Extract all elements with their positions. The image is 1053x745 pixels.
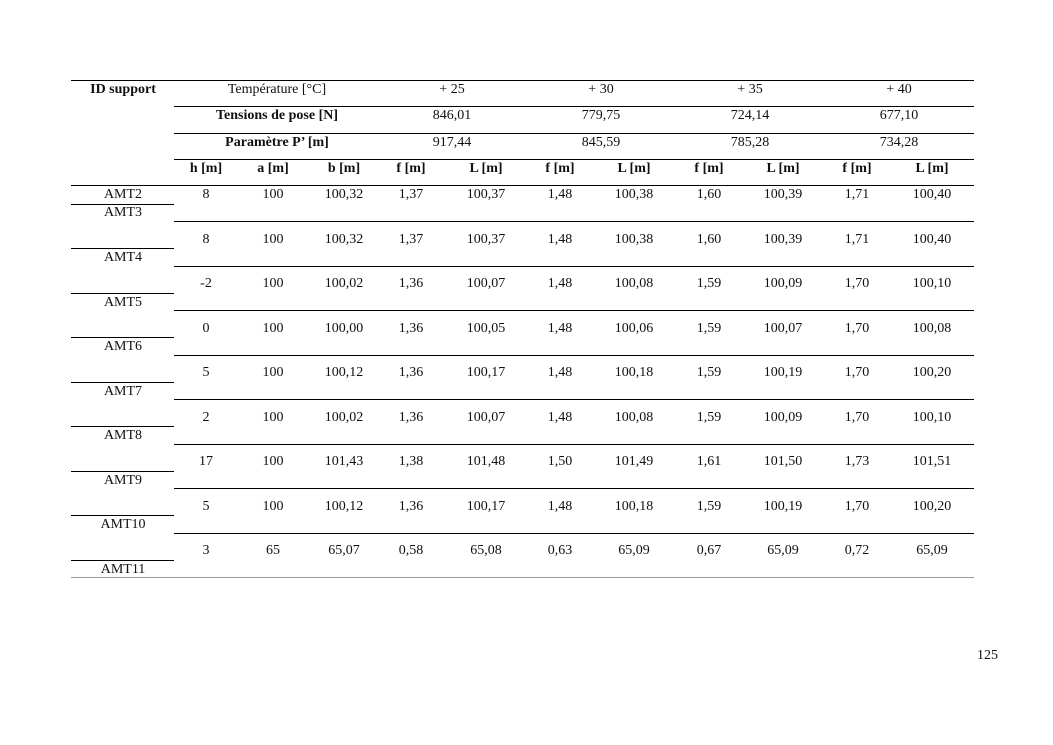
table-cell: 100 xyxy=(262,231,284,247)
support-id: AMT11 xyxy=(100,561,146,577)
support-separator-rule xyxy=(71,471,174,472)
param-label: Paramètre P’ [m] xyxy=(225,135,329,150)
support-separator-rule xyxy=(71,293,174,294)
row-separator-rule xyxy=(174,266,974,267)
param-value: 917,44 xyxy=(432,135,472,150)
row-separator-rule xyxy=(174,444,974,445)
table-cell: 100,19 xyxy=(763,498,803,514)
table-cell: 100,10 xyxy=(912,409,952,425)
table-cell: 1,48 xyxy=(547,231,573,247)
param-value: + 25 xyxy=(439,82,465,97)
table-cell: 1,36 xyxy=(398,276,424,291)
table-cell: 1,59 xyxy=(696,276,722,291)
table-cell: 65 xyxy=(266,543,280,558)
param-label: Tensions de pose [N] xyxy=(215,108,339,123)
table-cell: 100 xyxy=(262,187,284,202)
table-cell: 1,73 xyxy=(844,454,870,469)
table-cell: 100,06 xyxy=(614,320,654,336)
param-value: + 40 xyxy=(886,82,912,97)
column-header: L [m] xyxy=(617,161,651,176)
support-id: AMT10 xyxy=(100,517,146,532)
support-id: AMT6 xyxy=(103,339,143,354)
table-cell: 65,07 xyxy=(328,543,360,558)
row-separator-rule xyxy=(174,310,974,311)
table-cell: 1,48 xyxy=(547,276,573,291)
table-cell: 0,67 xyxy=(696,543,722,558)
table-cell: 100 xyxy=(262,276,284,291)
table-cell: 5 xyxy=(202,365,210,380)
table-cell: 1,59 xyxy=(696,409,722,425)
table-cell: 100,19 xyxy=(763,365,803,380)
table-cell: 0,72 xyxy=(844,543,870,558)
param-value: 734,28 xyxy=(879,135,919,150)
table-cell: 1,71 xyxy=(844,231,870,247)
table-cell: 1,37 xyxy=(398,231,424,247)
table-cell: 100,02 xyxy=(324,276,364,291)
table-cell: 100,05 xyxy=(466,320,506,336)
table-cell: 100,12 xyxy=(324,365,364,380)
support-id: AMT3 xyxy=(103,205,143,220)
row-separator-rule xyxy=(174,221,974,222)
table-cell: 100,39 xyxy=(763,231,803,247)
table-cell: 101,51 xyxy=(912,454,952,469)
table-cell: 1,70 xyxy=(844,409,870,425)
table-cell: 100,20 xyxy=(912,365,952,380)
table-cell: 65,08 xyxy=(470,543,502,558)
table-cell: 101,43 xyxy=(324,454,364,469)
table-cell: 0 xyxy=(202,320,210,336)
column-header-rule xyxy=(71,185,974,186)
table-cell: 100 xyxy=(262,409,284,425)
table-cell: 1,60 xyxy=(696,231,722,247)
table-cell: 100,07 xyxy=(466,409,506,425)
table-cell: 1,36 xyxy=(398,498,424,514)
column-header: f [m] xyxy=(545,161,575,176)
param-value: 779,75 xyxy=(581,108,621,123)
table-cell: 100,18 xyxy=(614,498,654,514)
column-header: L [m] xyxy=(766,161,800,176)
param-value: 846,01 xyxy=(432,108,472,123)
column-header: h [m] xyxy=(189,161,223,176)
table-cell: 1,70 xyxy=(844,498,870,514)
table-cell: 100,10 xyxy=(912,276,952,291)
page-number: 125 xyxy=(977,648,998,663)
table-cell: 1,37 xyxy=(398,187,424,202)
table-cell: 101,48 xyxy=(466,454,506,469)
table-cell: 100,38 xyxy=(614,187,654,202)
table-cell: 1,70 xyxy=(844,365,870,380)
table-cell: 1,61 xyxy=(696,454,722,469)
table-cell: 65,09 xyxy=(618,543,650,558)
support-separator-rule xyxy=(71,204,174,205)
table-cell: 1,36 xyxy=(398,320,424,336)
support-id: AMT5 xyxy=(103,294,143,310)
support-separator-rule xyxy=(71,382,174,383)
table-cell: 0,63 xyxy=(547,543,573,558)
table-cell: 1,59 xyxy=(696,365,722,380)
table-cell: 1,48 xyxy=(547,187,573,202)
column-header: a [m] xyxy=(257,161,289,176)
header-rule xyxy=(174,106,974,107)
table-cell: 1,70 xyxy=(844,276,870,291)
param-value: 785,28 xyxy=(730,135,770,150)
table-cell: 100,09 xyxy=(763,276,803,291)
param-value: + 35 xyxy=(737,82,763,97)
column-header: f [m] xyxy=(842,161,872,176)
table-cell: 0,58 xyxy=(398,543,424,558)
table-cell: -2 xyxy=(200,276,212,291)
table-cell: 65,09 xyxy=(767,543,799,558)
table-cell: 1,48 xyxy=(547,320,573,336)
row-separator-rule xyxy=(174,355,974,356)
table-cell: 1,38 xyxy=(398,454,424,469)
table-cell: 8 xyxy=(202,231,210,247)
table-cell: 100,37 xyxy=(466,187,506,202)
column-header: f [m] xyxy=(694,161,724,176)
support-separator-rule xyxy=(71,515,174,516)
table-cell: 100,12 xyxy=(324,498,364,514)
param-value: + 30 xyxy=(588,82,614,97)
table-cell: 100,32 xyxy=(324,231,364,247)
table-cell: 100 xyxy=(262,498,284,514)
table-cell: 100,40 xyxy=(912,231,952,247)
table-cell: 1,59 xyxy=(696,320,722,336)
table-cell: 100,08 xyxy=(614,276,654,291)
table-cell: 1,36 xyxy=(398,409,424,425)
table-cell: 100 xyxy=(262,365,284,380)
table-cell: 100 xyxy=(262,320,284,336)
table-cell: 1,48 xyxy=(547,498,573,514)
table-cell: 3 xyxy=(202,543,210,558)
support-id: AMT2 xyxy=(103,187,143,202)
table-cell: 100,02 xyxy=(324,409,364,425)
row-separator-rule xyxy=(174,488,974,489)
table-cell: 100,08 xyxy=(614,409,654,425)
table-cell: 100,18 xyxy=(614,365,654,380)
header-rule xyxy=(174,159,974,160)
table-cell: 5 xyxy=(202,498,210,514)
table-cell: 1,60 xyxy=(696,187,722,202)
table-cell: 100,40 xyxy=(912,187,952,202)
table-cell: 1,50 xyxy=(547,454,573,469)
table-cell: 1,71 xyxy=(844,187,870,202)
column-header: L [m] xyxy=(469,161,503,176)
support-id: AMT7 xyxy=(103,383,143,399)
support-separator-rule xyxy=(71,560,174,561)
table-cell: 100 xyxy=(262,454,284,469)
table-cell: 2 xyxy=(202,409,210,425)
column-header: b [m] xyxy=(327,161,361,176)
support-separator-rule xyxy=(71,248,174,249)
table-cell: 100,32 xyxy=(324,187,364,202)
param-value: 845,59 xyxy=(581,135,621,150)
support-id: AMT4 xyxy=(103,250,143,265)
column-header: L [m] xyxy=(915,161,949,176)
table-cell: 1,48 xyxy=(547,409,573,425)
table-cell: 1,36 xyxy=(398,365,424,380)
table-cell: 100,17 xyxy=(466,498,506,514)
table-cell: 100,39 xyxy=(763,187,803,202)
table-cell: 100,00 xyxy=(324,320,364,336)
table-cell: 1,59 xyxy=(696,498,722,514)
id-support-header: ID support xyxy=(90,82,156,97)
table-cell: 100,09 xyxy=(763,409,803,425)
row-separator-rule xyxy=(174,533,974,534)
table-cell: 8 xyxy=(202,187,210,202)
support-separator-rule xyxy=(71,426,174,427)
table-cell: 1,70 xyxy=(844,320,870,336)
table-cell: 100,08 xyxy=(912,320,952,336)
table-cell: 100,38 xyxy=(614,231,654,247)
table-bottom-rule xyxy=(71,577,974,578)
table-cell: 1,48 xyxy=(547,365,573,380)
table-cell: 100,37 xyxy=(466,231,506,247)
table-cell: 100,07 xyxy=(466,276,506,291)
table-cell: 101,49 xyxy=(614,454,654,469)
support-id: AMT9 xyxy=(103,472,143,488)
table-cell: 100,17 xyxy=(466,365,506,380)
table-cell: 100,07 xyxy=(763,320,803,336)
table-cell: 100,20 xyxy=(912,498,952,514)
table-cell: 101,50 xyxy=(763,454,803,469)
header-rule xyxy=(174,133,974,134)
param-value: 677,10 xyxy=(879,108,919,123)
param-label: Température [°C] xyxy=(227,82,327,97)
table-cell: 17 xyxy=(199,454,213,469)
support-id: AMT8 xyxy=(103,428,143,443)
param-value: 724,14 xyxy=(730,108,770,123)
table-cell: 65,09 xyxy=(916,543,948,558)
column-header: f [m] xyxy=(396,161,426,176)
row-separator-rule xyxy=(174,399,974,400)
support-separator-rule xyxy=(71,337,174,338)
table-top-rule xyxy=(71,80,974,81)
